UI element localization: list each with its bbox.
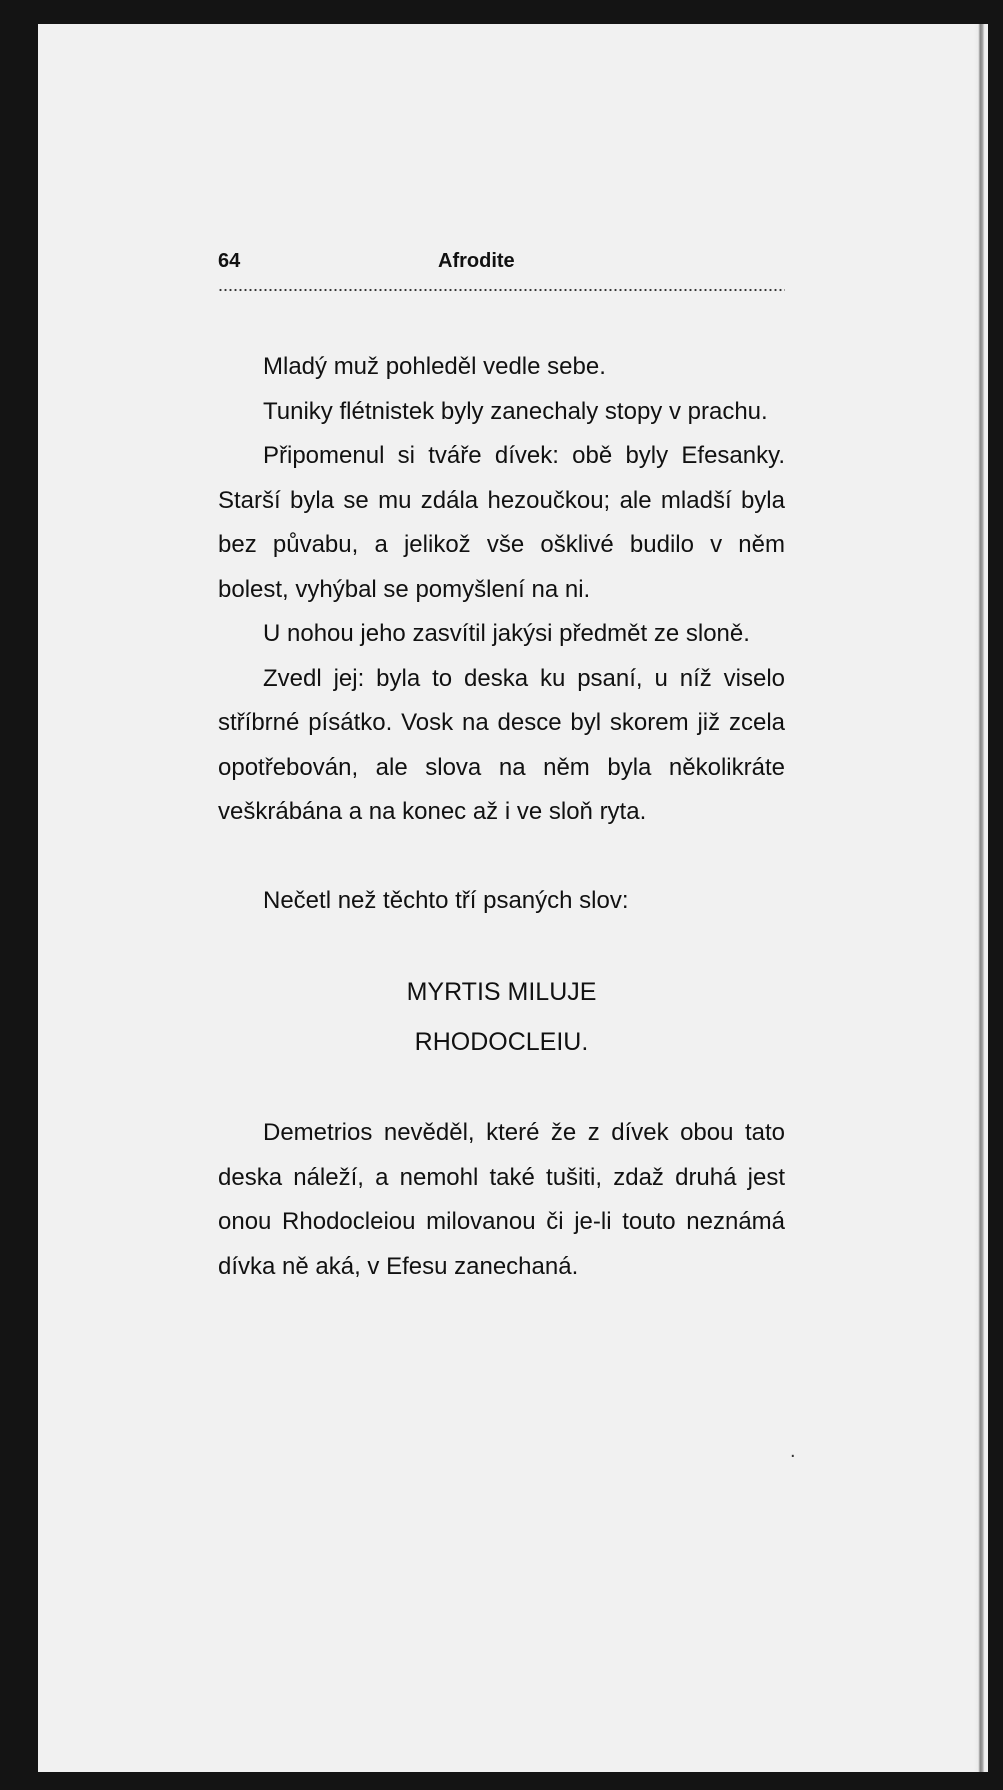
- inscription-line-2: RHODOCLEIU.: [414, 1028, 589, 1056]
- page-number: 64: [218, 250, 241, 272]
- paragraph-6: Nečetl než těchto tří psaných slov:: [263, 886, 629, 914]
- closing-paragraph: Demetrios nevěděl, které že z dívek obou tato deska náleží, a nemohl také tušiti, zdaž druhá jest onou Rhodocleiou milovanou či je-li touto neznámá dívka ně aká, v Efesu zanechaná.: [218, 1119, 785, 1280]
- paragraph-5: Zvedl jej: byla to deska ku psaní, u níž viselo stříbrné písátko. Vosk na desce byl skorem již zcela opotřebován, ale slova na něm byla několikráte veškrábána a na konec až i ve sloň ryta.: [218, 664, 785, 825]
- inscription-line-1: MYRTIS MILUJE: [406, 978, 597, 1006]
- stray-mark: .: [790, 1440, 796, 1462]
- body-text: [218, 345, 785, 1289]
- paragraph-2: Tuniky flétnistek byly zanechaly stopy v prachu.: [263, 397, 768, 425]
- inscription: [218, 967, 785, 1067]
- running-header: [218, 250, 785, 280]
- paragraph-4: U nohou jeho zasvítil jakýsi předmět ze sloně.: [263, 620, 750, 647]
- dotted-header-rule: [218, 288, 785, 292]
- running-title: Afrodite: [438, 250, 515, 272]
- paragraph-3: Připomenul si tváře dívek: obě byly Efesanky. Starší byla se mu zdála hezoučkou; ale mladší byla bez půvabu, a jelikož vše ošklivé budilo v něm bolest, vyhýbal se pomyšlení na ni.: [218, 442, 785, 603]
- paragraph-1: Mladý muž pohleděl vedle sebe.: [263, 353, 606, 380]
- page-edge-shadow: [974, 24, 988, 1772]
